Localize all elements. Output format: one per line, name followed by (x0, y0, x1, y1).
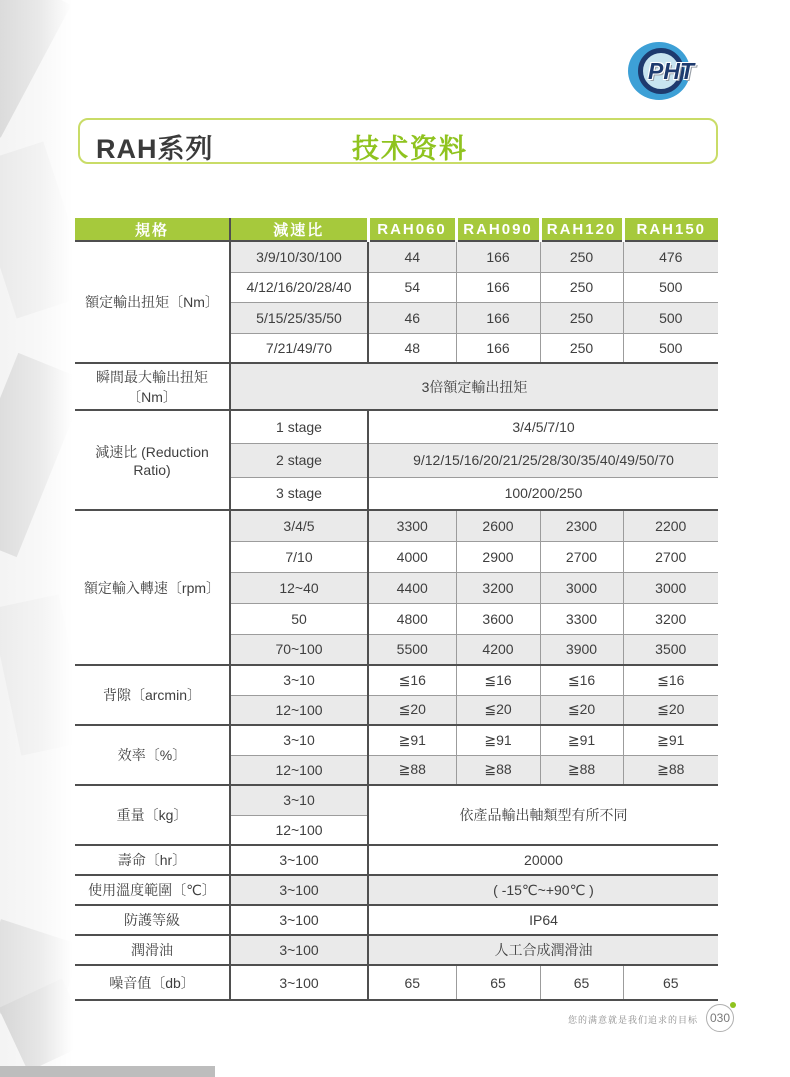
value-cell: 250 (540, 241, 623, 272)
table-row (75, 905, 718, 935)
ratio-cell: 5/15/25/35/50 (230, 302, 368, 333)
value-cell: ≦20 (456, 695, 540, 725)
value-cell: 2200 (623, 510, 718, 541)
ratio-cell: 3~100 (230, 965, 368, 1000)
strip-fade-overlay (0, 0, 73, 1077)
header-ratio: 減速比 (230, 218, 368, 241)
ratio-cell: 3~100 (230, 845, 368, 875)
value-cell: 65 (368, 965, 456, 1000)
value-cell: 5500 (368, 634, 456, 665)
value-cell: 46 (368, 302, 456, 333)
header-spec: 規格 (75, 218, 230, 241)
value-cell: 3500 (623, 634, 718, 665)
table-row (75, 725, 718, 755)
value-cell: 2900 (456, 541, 540, 572)
value-cell: 250 (540, 333, 623, 363)
value-cell: 500 (623, 302, 718, 333)
table-row (75, 665, 718, 695)
merged-value-cell: 20000 (368, 845, 718, 875)
header-rah090: RAH090 (456, 218, 540, 241)
table-row (75, 241, 718, 272)
spec-label-weight: 重量〔kg〕 (75, 785, 230, 845)
value-cell: 250 (540, 272, 623, 302)
footer-slogan: 您的满意就是我们追求的目标 (567, 1015, 698, 1025)
merged-value-cell: ( -15℃~+90℃ ) (368, 875, 718, 905)
ratio-cell: 7/10 (230, 541, 368, 572)
ratio-cell: 12~100 (230, 815, 368, 845)
value-cell: 48 (368, 333, 456, 363)
table-row (75, 363, 718, 410)
header-rah120: RAH120 (540, 218, 623, 241)
table-row (75, 785, 718, 815)
value-cell: 476 (623, 241, 718, 272)
table-row (75, 875, 718, 905)
merged-value-cell: IP64 (368, 905, 718, 935)
section-title: 技术资料 (352, 134, 468, 164)
value-cell: ≧91 (623, 725, 718, 755)
page-number-badge: 030 (706, 1004, 734, 1032)
table-row (75, 845, 718, 875)
value-cell: ≧91 (540, 725, 623, 755)
value-cell: 3200 (456, 572, 540, 603)
value-cell: ≦20 (368, 695, 456, 725)
value-cell: 2300 (540, 510, 623, 541)
value-cell: ≦20 (540, 695, 623, 725)
ratio-cell: 70~100 (230, 634, 368, 665)
value-cell: 54 (368, 272, 456, 302)
spec-label-lubricant: 潤滑油 (75, 935, 230, 965)
merged-value-cell: 人工合成潤滑油 (368, 935, 718, 965)
merged-value-cell: 100/200/250 (368, 477, 718, 510)
value-cell: 166 (456, 333, 540, 363)
title-banner (78, 118, 718, 164)
merged-value-cell: 3倍額定輸出扭矩 (230, 363, 718, 410)
ratio-cell: 12~100 (230, 695, 368, 725)
value-cell: 2700 (540, 541, 623, 572)
ratio-cell: 3/4/5 (230, 510, 368, 541)
page-number-dot-icon (730, 1002, 736, 1008)
series-title: RAH系列 (96, 134, 214, 164)
bottom-gray-bar (0, 1066, 215, 1077)
ratio-cell: 4/12/16/20/28/40 (230, 272, 368, 302)
value-cell: ≦16 (368, 665, 456, 695)
ratio-cell: 7/21/49/70 (230, 333, 368, 363)
value-cell: 2600 (456, 510, 540, 541)
left-photo-strip (0, 0, 73, 1077)
table-row (75, 410, 718, 443)
spec-label-noise: 噪音值〔db〕 (75, 965, 230, 1000)
value-cell: 3900 (540, 634, 623, 665)
ratio-cell: 3~10 (230, 725, 368, 755)
stage-cell: 1 stage (230, 410, 368, 443)
value-cell: 4400 (368, 572, 456, 603)
value-cell: ≧88 (368, 755, 456, 785)
table-row (75, 510, 718, 541)
spec-label-rated-input-speed: 額定輸入轉速〔rpm〕 (75, 510, 230, 665)
spec-label-max-output-torque: 瞬間最大輸出扭矩〔Nm〕 (75, 363, 230, 410)
value-cell: 3000 (623, 572, 718, 603)
value-cell: 2700 (623, 541, 718, 572)
page-footer (0, 1000, 790, 1040)
ratio-cell: 3~100 (230, 905, 368, 935)
value-cell: ≦16 (456, 665, 540, 695)
spec-label-efficiency: 效率〔%〕 (75, 725, 230, 785)
merged-value-cell: 9/12/15/16/20/21/25/28/30/35/40/49/50/70 (368, 443, 718, 477)
value-cell: 3000 (540, 572, 623, 603)
value-cell: 65 (456, 965, 540, 1000)
ratio-cell: 3~10 (230, 785, 368, 815)
value-cell: ≧88 (623, 755, 718, 785)
spec-label-life: 壽命〔hr〕 (75, 845, 230, 875)
value-cell: 500 (623, 333, 718, 363)
spec-table (75, 218, 718, 1001)
merged-value-cell: 3/4/5/7/10 (368, 410, 718, 443)
value-cell: 4000 (368, 541, 456, 572)
ratio-cell: 12~40 (230, 572, 368, 603)
value-cell: 166 (456, 302, 540, 333)
value-cell: 4800 (368, 603, 456, 634)
pht-logo (628, 42, 738, 104)
value-cell: 166 (456, 241, 540, 272)
stage-cell: 2 stage (230, 443, 368, 477)
ratio-cell: 3/9/10/30/100 (230, 241, 368, 272)
ratio-cell: 3~100 (230, 935, 368, 965)
stage-cell: 3 stage (230, 477, 368, 510)
ratio-cell: 3~100 (230, 875, 368, 905)
spec-label-operating-temp: 使用溫度範圍〔℃〕 (75, 875, 230, 905)
value-cell: 3200 (623, 603, 718, 634)
value-cell: 65 (623, 965, 718, 1000)
ratio-cell: 12~100 (230, 755, 368, 785)
value-cell: ≧88 (456, 755, 540, 785)
table-header-row (75, 218, 718, 241)
table-row (75, 935, 718, 965)
value-cell: 250 (540, 302, 623, 333)
value-cell: 3300 (540, 603, 623, 634)
value-cell: ≧88 (540, 755, 623, 785)
value-cell: ≧91 (456, 725, 540, 755)
value-cell: 4200 (456, 634, 540, 665)
value-cell: 500 (623, 272, 718, 302)
value-cell: 166 (456, 272, 540, 302)
value-cell: ≧91 (368, 725, 456, 755)
logo-text: PHT (648, 58, 694, 84)
value-cell: ≦16 (540, 665, 623, 695)
value-cell: 3300 (368, 510, 456, 541)
value-cell: 65 (540, 965, 623, 1000)
ratio-cell: 3~10 (230, 665, 368, 695)
merged-value-cell: 依產品輸出軸類型有所不同 (368, 785, 718, 845)
spec-label-rated-output-torque: 額定輸出扭矩〔Nm〕 (75, 241, 230, 363)
header-rah150: RAH150 (623, 218, 718, 241)
spec-label-reduction-ratio: 減速比 (Reduction Ratio) (75, 410, 230, 510)
value-cell: 3600 (456, 603, 540, 634)
header-rah060: RAH060 (368, 218, 456, 241)
value-cell: 44 (368, 241, 456, 272)
value-cell: ≦20 (623, 695, 718, 725)
table-row (75, 965, 718, 1000)
spec-label-backlash: 背隙〔arcmin〕 (75, 665, 230, 725)
spec-label-protection-class: 防護等級 (75, 905, 230, 935)
value-cell: ≦16 (623, 665, 718, 695)
ratio-cell: 50 (230, 603, 368, 634)
